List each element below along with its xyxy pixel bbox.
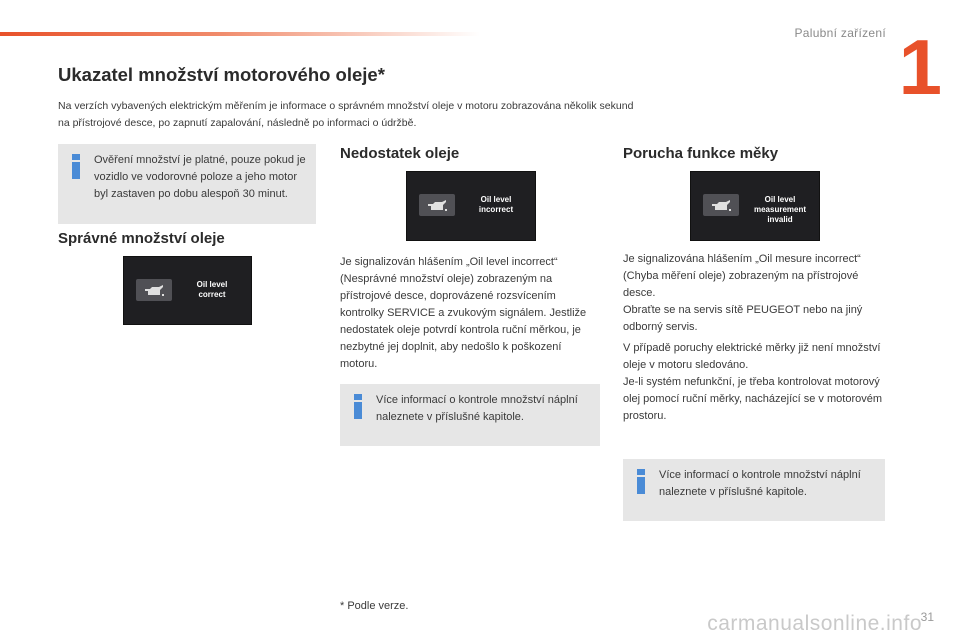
oil-can-icon — [703, 194, 739, 216]
info-box-right — [623, 459, 885, 521]
chapter-number: 1 — [898, 23, 942, 111]
oil-can-icon — [136, 279, 172, 301]
oil-can-icon — [419, 194, 455, 216]
display-line1: Oil level — [480, 195, 512, 204]
footnote: * Podle verze. — [340, 600, 409, 612]
display-line1: Oil level — [764, 195, 796, 204]
display-message — [463, 195, 529, 215]
display-message — [180, 280, 244, 300]
display-line2: measurement invalid — [753, 205, 807, 224]
intro-paragraph: Na verzích vybavených elektrickým měřením je informace o správném množství oleje v motoru zobrazována několik sekund na přístrojové desce, po zapnutí zapalování, následně po informaci o údržbě. — [58, 100, 634, 129]
info-icon — [354, 394, 362, 418]
gauge-fault-text — [623, 251, 885, 429]
fault-paragraph-2: V případě poruchy elektrické měrky již není množství oleje v motoru sledováno. — [623, 342, 881, 371]
info-icon — [72, 154, 80, 178]
info-text: Více informací o kontrole množství náplní naleznete v příslušné kapitole. — [376, 394, 578, 423]
header-accent-bar — [0, 32, 480, 36]
page-number: 31 — [920, 610, 934, 624]
display-oil-incorrect — [406, 171, 536, 241]
display-message — [741, 195, 819, 225]
fault-paragraph-1b: Obraťte se na servis sítě PEUGEOT nebo na jiný odborný servis. — [623, 304, 863, 333]
heading-correct-level: Správné množství oleje — [58, 230, 225, 247]
heading-gauge-fault: Porucha funkce měky — [623, 145, 779, 162]
heading-low-oil: Nedostatek oleje — [340, 145, 460, 162]
fault-paragraph-1: Je signalizována hlášením „Oil mesure incorrect“ (Chyba měření oleje) zobrazeným na přístrojové desce. — [623, 253, 861, 299]
info-icon — [637, 469, 645, 493]
info-box-left — [58, 144, 316, 224]
low-oil-text: Je signalizován hlášením „Oil level incorrect“ (Nesprávné množství oleje) zobrazeným na přístrojové desce, doprovázené rozsvícením kontrolky SERVICE a zvukovým signálem. Jestliže nedostatek oleje potvrdí kontrola ruční měrkou, je nezbytné jej doplnit, aby nedošlo k poškození motoru. — [340, 256, 587, 370]
display-oil-correct — [123, 256, 252, 325]
display-line2: correct — [198, 290, 226, 299]
display-line1: Oil level — [196, 280, 228, 289]
fault-paragraph-2b: Je-li systém nefunkční, je třeba kontrolovat motorový olej pomocí ruční měrky, nacházející se v motorovém prostoru. — [623, 376, 883, 422]
section-title: Palubní zařízení — [794, 26, 886, 40]
info-text: Ověření množství je platné, pouze pokud je vozidlo ve vodorovné poloze a jeho motor byl zastaven po dobu alespoň 30 minut. — [94, 154, 306, 200]
watermark: carmanualsonline.info — [707, 612, 922, 635]
display-line2: incorrect — [478, 205, 514, 214]
display-oil-invalid — [690, 171, 820, 241]
info-box-middle — [340, 384, 600, 446]
page-title: Ukazatel množství motorového oleje* — [58, 64, 385, 85]
info-text: Více informací o kontrole množství náplní naleznete v příslušné kapitole. — [659, 469, 861, 498]
